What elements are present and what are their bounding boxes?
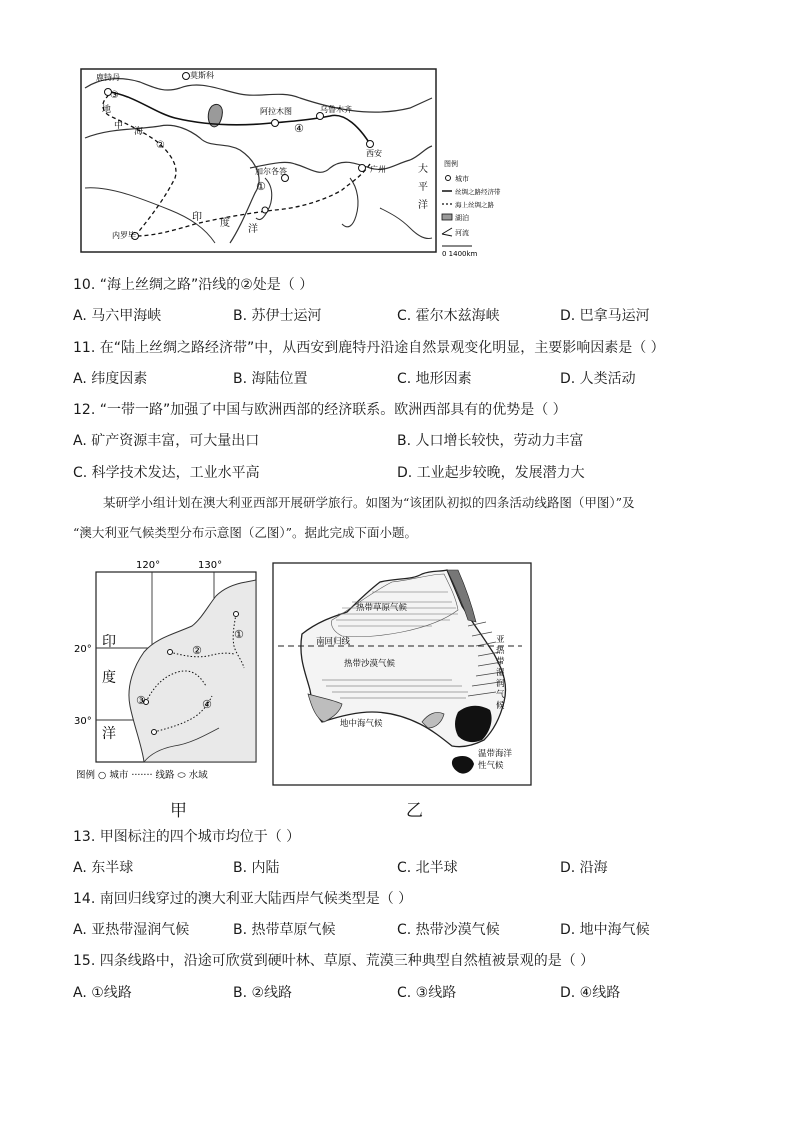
svg-text:湿: 湿 (496, 668, 505, 678)
city-label: 加尔各答 (255, 167, 287, 176)
city-label: 莫斯科 (190, 71, 214, 80)
question-12-stem: 12. “一带一路”加强了中国与欧洲西部的经济联系。欧洲西部具有的优势是（ ） (73, 402, 567, 418)
material-intro-line-2: “澳大利亚气候类型分布示意图（乙图）”。据此完成下面小题。 (73, 525, 418, 540)
svg-text:海上丝绸之路: 海上丝绸之路 (455, 201, 494, 209)
question-13-stem: 13. 甲图标注的四个城市均位于（ ） (73, 829, 301, 845)
q11-option-d[interactable]: D. 人类活动 (560, 371, 636, 387)
svg-text:润: 润 (496, 679, 505, 689)
question-11-stem: 11. 在“陆上丝绸之路经济带”中，从西安到鹿特丹沿途自然景观变化明显，主要影响因素是（ ） (73, 340, 665, 356)
route-marker: ④ (202, 698, 212, 711)
svg-text:气: 气 (496, 690, 505, 700)
longitude-label: 120° (136, 560, 161, 571)
material-intro-line-1: 某研学小组计划在澳大利亚西部开展研学旅行。如图为“该团队初拟的四条活动线路图（甲图）”及 (103, 495, 635, 510)
map-legend: 图例 ○ 城市 ······· 线路 ⬭ 水域 (76, 770, 208, 781)
route-marker: ① (234, 628, 244, 641)
q12-option-b[interactable]: B. 人口增长较快，劳动力丰富 (397, 433, 584, 449)
latitude-label: 30° (74, 716, 92, 727)
q12-option-c[interactable]: C. 科学技术发达，工业水平高 (73, 465, 260, 481)
sea-label: 地 (102, 105, 112, 115)
q13-option-c[interactable]: C. 北半球 (397, 860, 458, 876)
q13-option-a[interactable]: A. 东半球 (73, 860, 134, 876)
climate-label-marine: 温带海洋 (478, 749, 513, 759)
ocean-label: 度 (102, 670, 116, 686)
figure-caption-jia: 甲 (170, 801, 187, 821)
question-14-stem: 14. 南回归线穿过的澳大利亚大陆西岸气候类型是（ ） (73, 891, 413, 907)
q14-option-b[interactable]: B. 热带草原气候 (233, 922, 336, 938)
q13-option-d[interactable]: D. 沿海 (560, 860, 608, 876)
route-marker: ① (256, 180, 266, 193)
ocean-label: 印 (192, 212, 202, 223)
city-label: 内罗毕 (112, 231, 136, 240)
ocean-label: 平 (418, 182, 428, 193)
q10-option-d[interactable]: D. 巴拿马运河 (560, 308, 650, 324)
q12-option-a[interactable]: A. 矿产资源丰富，可大量出口 (73, 433, 260, 449)
ocean-label: 大 (418, 164, 428, 175)
q10-option-b[interactable]: B. 苏伊士运河 (233, 308, 322, 324)
sea-label: 海 (134, 127, 144, 137)
svg-text:河流: 河流 (455, 229, 469, 237)
ocean-label: 度 (220, 218, 230, 229)
climate-label-desert: 热带沙漠气候 (344, 659, 396, 669)
q14-option-a[interactable]: A. 亚热带湿润气候 (73, 922, 190, 938)
city-label: 西安 (366, 149, 382, 158)
svg-text:湖泊: 湖泊 (455, 214, 469, 222)
svg-text:热: 热 (496, 646, 505, 656)
svg-text:带: 带 (496, 657, 505, 667)
q14-option-d[interactable]: D. 地中海气候 (560, 922, 650, 938)
ocean-label: 洋 (418, 200, 428, 211)
svg-text:候: 候 (496, 701, 505, 711)
q14-option-c[interactable]: C. 热带沙漠气候 (397, 922, 500, 938)
svg-text:0 1400km: 0 1400km (442, 250, 478, 258)
q12-option-d[interactable]: D. 工业起步较晚，发展潜力大 (397, 465, 585, 481)
climate-map-yi (272, 562, 534, 788)
svg-text:亚: 亚 (496, 635, 505, 645)
latitude-label: 20° (74, 644, 92, 655)
city-label: 广州 (370, 165, 386, 174)
question-10-stem: 10. “海上丝绸之路”沿线的②处是（ ） (73, 277, 314, 293)
city-label: 乌鲁木齐 (320, 105, 352, 114)
belt-road-map (80, 68, 501, 263)
climate-label-humid-subtropical (496, 635, 505, 711)
city-label: 鹿特丹 (96, 73, 120, 82)
svg-text:城市: 城市 (455, 175, 469, 183)
longitude-label: 130° (198, 560, 223, 571)
question-15-stem: 15. 四条线路中，沿途可欣赏到硬叶林、草原、荒漠三种典型自然植被景观的是（ ） (73, 953, 595, 969)
route-marker: ③ (136, 694, 146, 707)
q13-option-b[interactable]: B. 内陆 (233, 860, 280, 876)
route-map-jia (74, 556, 264, 786)
route-marker: ② (156, 140, 165, 151)
tropic-label: 南回归线 (316, 637, 351, 647)
map-legend (442, 159, 501, 258)
route-marker: ② (192, 644, 202, 657)
q15-option-d[interactable]: D. ④线路 (560, 985, 621, 1001)
q15-option-b[interactable]: B. ②线路 (233, 985, 293, 1001)
city-label: 阿拉木图 (260, 107, 292, 116)
q10-option-a[interactable]: A. 马六甲海峡 (73, 308, 162, 324)
sea-label: 中 (114, 121, 124, 131)
q15-option-c[interactable]: C. ③线路 (397, 985, 457, 1001)
q15-option-a[interactable]: A. ①线路 (73, 985, 132, 1001)
route-marker: ④ (294, 122, 304, 135)
climate-label-savanna: 热带草原气候 (356, 603, 408, 613)
climate-label-marine: 性气候 (478, 761, 504, 771)
q11-option-c[interactable]: C. 地形因素 (397, 371, 472, 387)
q10-option-c[interactable]: C. 霍尔木兹海峡 (397, 308, 500, 324)
ocean-label: 洋 (102, 726, 116, 742)
ocean-label: 印 (102, 634, 116, 650)
route-marker: ③ (110, 90, 119, 101)
climate-label-mediterranean: 地中海气候 (340, 719, 383, 729)
q11-option-a[interactable]: A. 纬度因素 (73, 371, 148, 387)
ocean-label: 洋 (248, 224, 258, 235)
figure-caption-yi: 乙 (406, 801, 423, 821)
svg-text:丝绸之路经济带: 丝绸之路经济带 (455, 188, 501, 196)
q11-option-b[interactable]: B. 海陆位置 (233, 371, 308, 387)
svg-text:图例: 图例 (444, 160, 458, 168)
